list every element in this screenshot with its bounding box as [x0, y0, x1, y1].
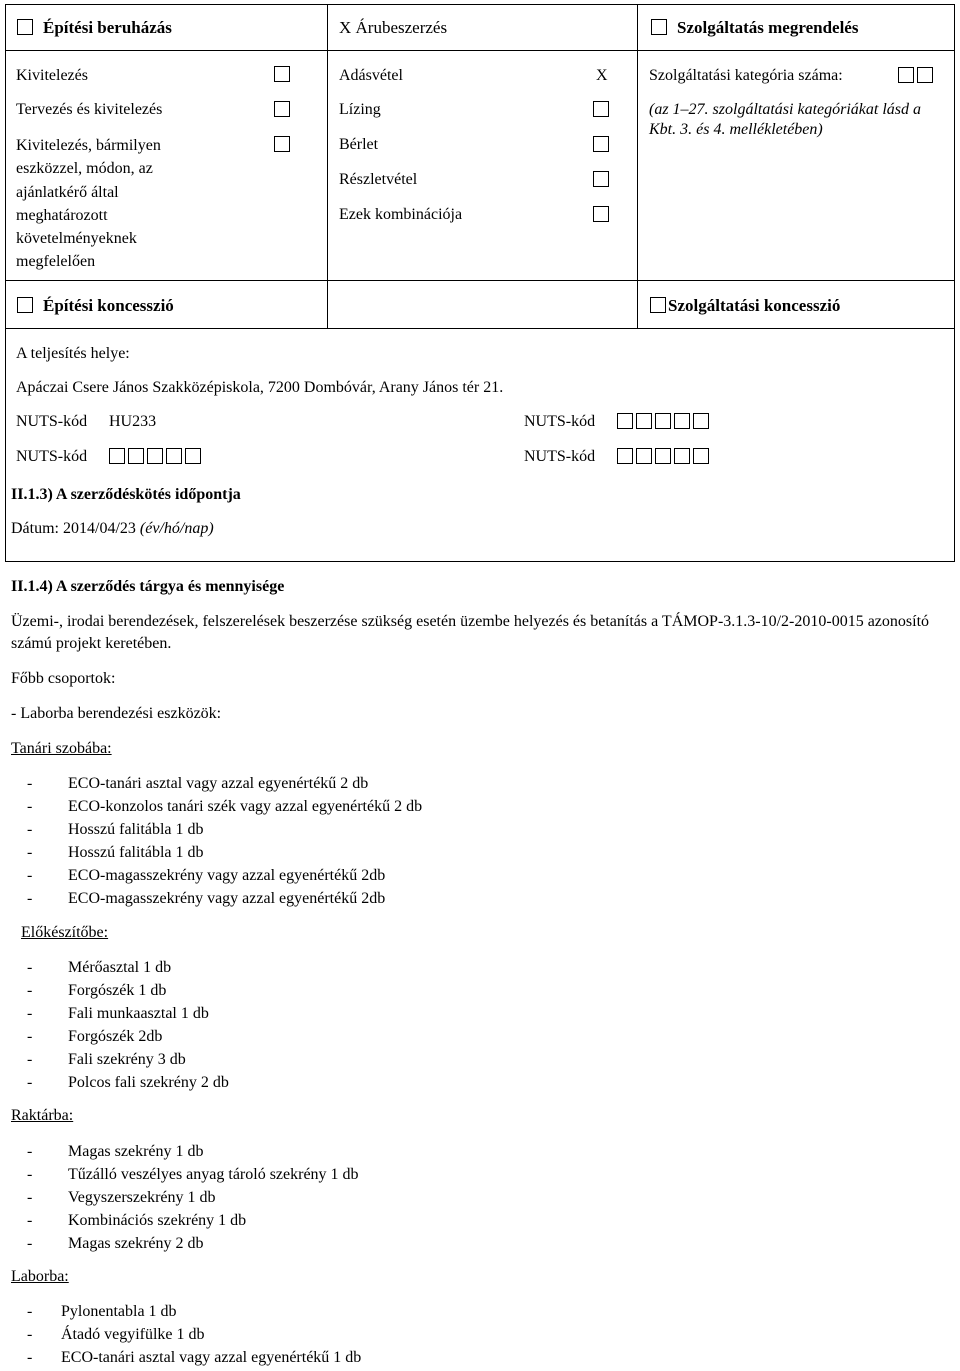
nuts-label-4: NUTS-kód — [524, 448, 596, 465]
date-value: 2014/04/23 — [63, 520, 136, 537]
procurement-option-3: Bérlet — [339, 136, 379, 153]
procurement-option-2-checkbox[interactable] — [593, 101, 609, 117]
procurement-option-3-checkbox[interactable] — [593, 136, 609, 152]
nuts-value-1: HU233 — [109, 413, 157, 430]
nuts-boxes-3[interactable] — [109, 448, 201, 464]
concession-row-border — [5, 328, 955, 329]
construction-option-1: Kivitelezés — [16, 67, 88, 84]
construction-option-3-checkbox[interactable] — [274, 136, 290, 152]
nuts-label-1: NUTS-kód — [16, 413, 88, 430]
construction-option-1-checkbox[interactable] — [274, 66, 290, 82]
contract-date — [11, 519, 214, 538]
service-concession: Szolgáltatási koncesszió — [668, 296, 841, 315]
construction-option-2-checkbox[interactable] — [274, 101, 290, 117]
nuts-label-2: NUTS-kód — [524, 413, 596, 430]
procurement-option-1: Adásvétel — [339, 67, 403, 84]
header-procurement: X Árubeszerzés — [339, 18, 448, 37]
procurement-option-1-mark[interactable]: X — [596, 67, 608, 84]
contract-description: Üzemi-, irodai berendezések, felszerelések beszerzése szükség esetén üzembe helyezés és betanítás a TÁMOP-3.1.3-10/2-2010-0015 azonosító számú projekt keretében. — [11, 613, 930, 652]
nuts-label-3: NUTS-kód — [16, 448, 88, 465]
procurement-option-4-checkbox[interactable] — [593, 171, 609, 187]
service-category-note: (az 1–27. szolgáltatási kategóriákat lásd a Kbt. 3. és 4. mellékletében) — [649, 101, 921, 138]
header-service: Szolgáltatás megrendelés — [677, 18, 859, 37]
table-top-border — [5, 4, 955, 5]
main-groups-label: Főbb csoportok: — [11, 670, 116, 687]
construction-option-2: Tervezés és kivitelezés — [16, 101, 163, 118]
place-address: Apáczai Csere János Szakközépiskola, 7200 Dombóvár, Arany János tér 21. — [16, 379, 504, 396]
construction-checkbox[interactable] — [17, 19, 33, 35]
column-divider-2 — [637, 4, 638, 328]
construction-option-3: Kivitelezés, bármilyen eszközzel, módon, az ajánlatkérő által meghatározott követelményeknek megfelelően — [16, 137, 161, 271]
service-category-label: Szolgáltatási kategória száma: — [649, 67, 843, 84]
construction-concession-checkbox[interactable] — [17, 297, 33, 313]
group-heading-lab: Laborba: — [11, 1268, 69, 1285]
service-category-boxes[interactable] — [898, 67, 933, 83]
column-divider-1 — [327, 4, 328, 328]
nuts-boxes-2[interactable] — [617, 413, 709, 429]
construction-concession: Építési koncesszió — [43, 296, 174, 315]
service-concession-checkbox[interactable] — [650, 297, 666, 313]
date-format: (év/hó/nap) — [139, 520, 214, 537]
procurement-option-5-checkbox[interactable] — [593, 206, 609, 222]
group-heading-prep-room: Előkészítőbe: — [21, 924, 109, 941]
table-left-border — [5, 4, 6, 561]
section-ii13-title: II.1.3) A szerződéskötés időpontja — [11, 486, 241, 503]
place-box-bottom — [5, 561, 955, 562]
header-construction: Építési beruházás — [43, 18, 172, 37]
nuts-boxes-4[interactable] — [617, 448, 709, 464]
group-heading-teachers-room: Tanári szobába: — [11, 740, 112, 757]
service-checkbox[interactable] — [651, 19, 667, 35]
header-row-border — [5, 50, 955, 51]
procurement-option-2: Lízing — [339, 101, 381, 118]
group-heading-storage: Raktárba: — [11, 1107, 74, 1124]
procurement-option-4: Részletvétel — [339, 171, 418, 188]
procurement-option-5: Ezek kombinációja — [339, 206, 463, 223]
lab-equipment-label: - Laborba berendezési eszközök: — [11, 705, 222, 722]
section-ii14-title: II.1.4) A szerződés tárgya és mennyisége — [11, 578, 285, 595]
options-row-border — [5, 280, 955, 281]
date-label: Dátum: — [11, 520, 59, 537]
place-label: A teljesítés helye: — [16, 345, 130, 362]
table-right-border — [954, 4, 955, 561]
